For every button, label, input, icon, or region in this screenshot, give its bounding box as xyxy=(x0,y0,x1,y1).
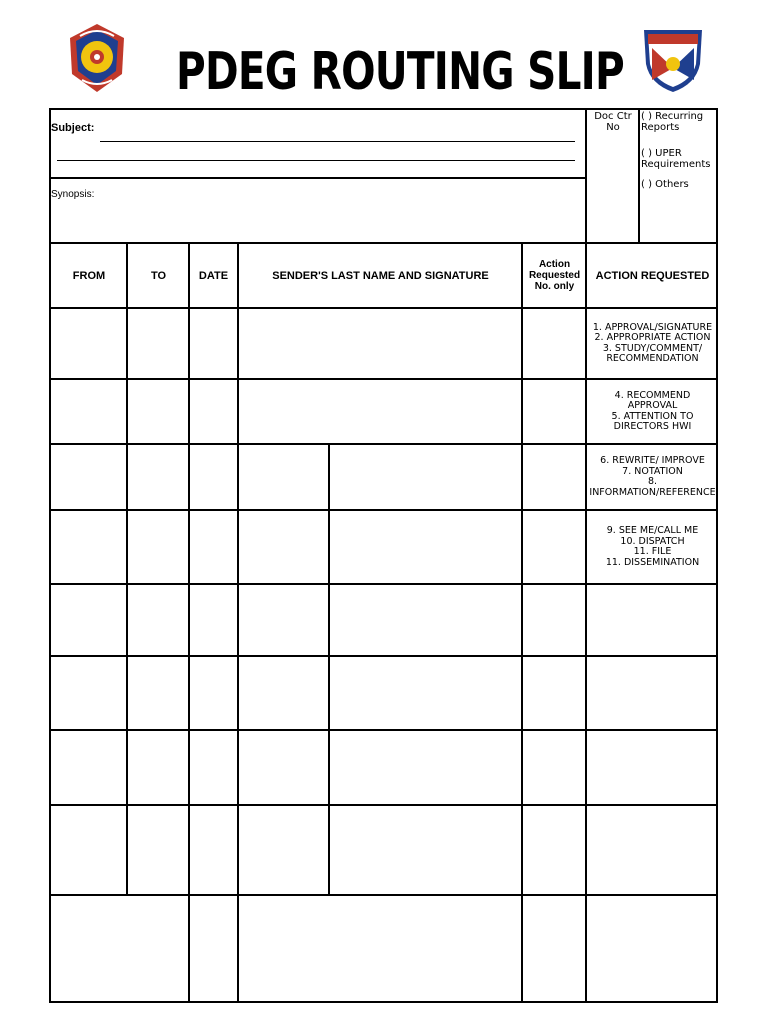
action-group-1: 1. APPROVAL/SIGNATURE 2. APPROPRIATE ACTION 3. STUDY/COMMENT/ RECOMMENDATION xyxy=(592,321,713,364)
col-divider-sender-split xyxy=(328,443,330,895)
option-others: ( ) Others xyxy=(641,179,689,190)
col-header-action-requested: ACTION REQUESTED xyxy=(595,269,710,282)
col-divider-sender-actionno xyxy=(521,242,523,1003)
col-divider-date-sender xyxy=(237,242,239,1003)
col-header-sender: SENDER'S LAST NAME AND SIGNATURE xyxy=(272,269,489,282)
page-title: PDEG ROUTING SLIP xyxy=(176,42,624,102)
subject-line-2 xyxy=(57,160,575,161)
action-group-2: 4. RECOMMEND APPROVAL 5. ATTENTION TO DIRECTORS HWI xyxy=(611,389,694,432)
subject-label: Subject: xyxy=(51,122,95,134)
pdeg-shield-logo xyxy=(640,24,702,96)
col-header-to: TO xyxy=(150,269,167,282)
col-header-from: FROM xyxy=(72,269,106,282)
subject-line-1 xyxy=(100,141,575,142)
col-header-date: DATE xyxy=(198,269,229,282)
option-recurring-reports: ( ) Recurring Reports xyxy=(641,111,704,133)
option-uper-requirements: ( ) UPER Requirements xyxy=(641,148,711,170)
action-group-3: 6. REWRITE/ IMPROVE 7. NOTATION 8. INFORMATION/REFERENCE xyxy=(589,455,716,498)
pnp-seal-logo xyxy=(66,22,128,94)
action-group-4: 9. SEE ME/CALL ME 10. DISPATCH 11. FILE 11. DISSEMINATION xyxy=(605,525,700,568)
synopsis-label: Synopsis: xyxy=(51,189,95,200)
col-header-action-no: Action Requested No. only xyxy=(528,259,581,292)
col-divider-to-date xyxy=(188,242,190,1003)
col-divider-from-to xyxy=(126,242,128,895)
doc-ctr-label: Doc Ctr No xyxy=(594,111,632,133)
